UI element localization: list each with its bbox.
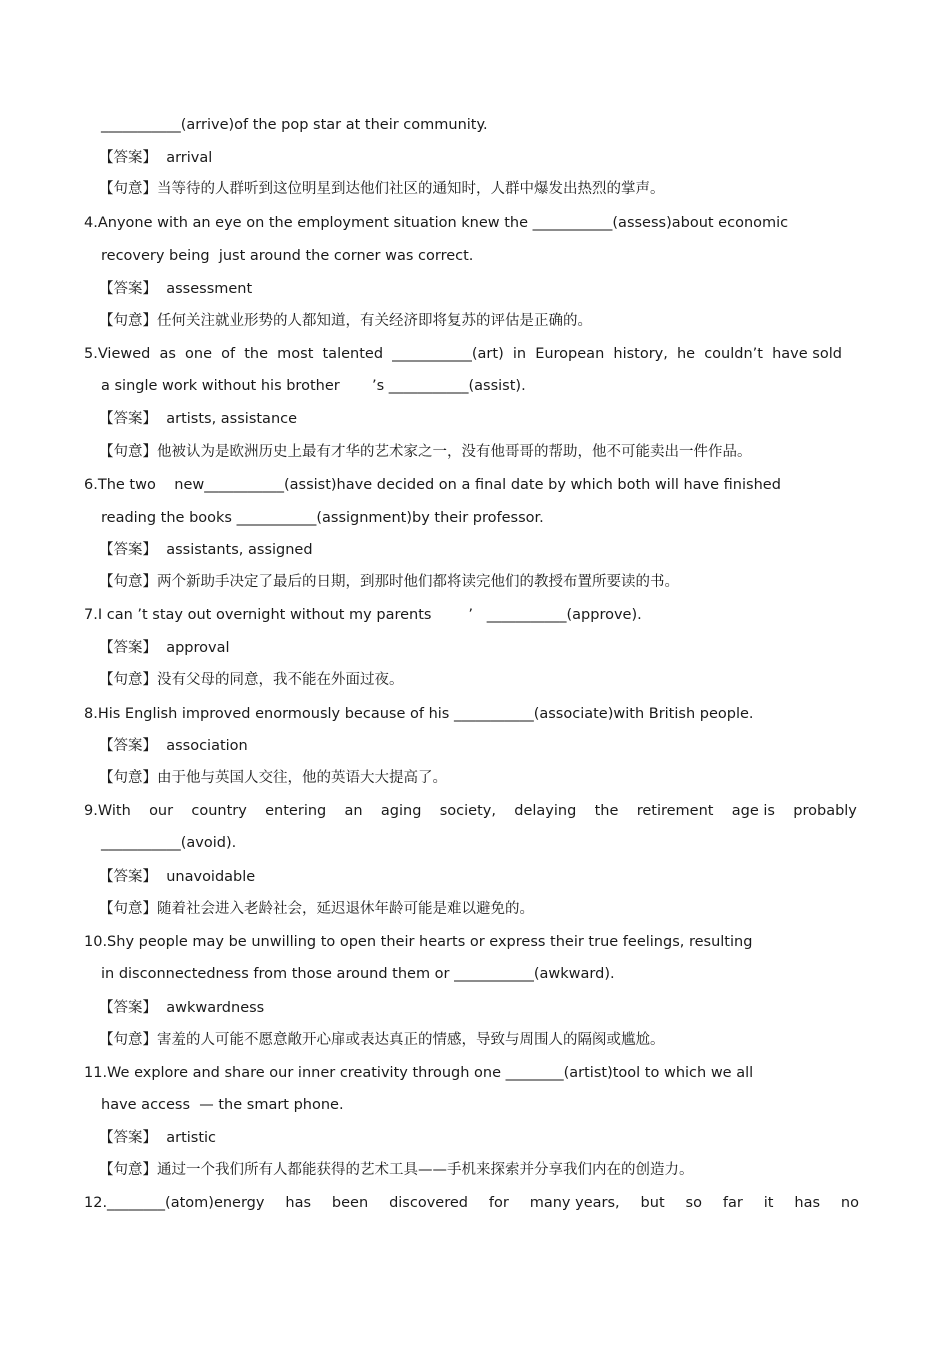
q9-line2: ___________(avoid). <box>101 835 237 851</box>
word: no <box>840 1195 859 1211</box>
word: entering <box>265 803 327 819</box>
q10-answer: 【答案】 awkwardness <box>99 1000 265 1016</box>
word: couldn’t <box>704 346 763 362</box>
word: for <box>488 1195 509 1211</box>
q6-answer: 【答案】 assistants, assigned <box>99 542 313 558</box>
q3-answer: 【答案】 arrival <box>99 150 213 166</box>
q10-line2: in disconnectedness from those around them or ___________(awkward). <box>101 966 615 982</box>
word: 9.With <box>84 803 131 819</box>
q10-line1: 10.Shy people may be unwilling to open their hearts or express their true feelings, resulting <box>84 934 753 950</box>
q4-line2: recovery being just around the corner was correct. <box>101 248 474 264</box>
word: delaying <box>514 803 577 819</box>
word: an <box>344 803 363 819</box>
word: have sold <box>772 346 842 362</box>
q4-meaning: 【句意】任何关注就业形势的人都知道，有关经济即将复苏的评估是正确的。 <box>99 313 592 329</box>
word: society, <box>439 803 496 819</box>
q11-answer: 【答案】 artistic <box>99 1130 217 1146</box>
q5-line1 <box>84 344 842 364</box>
word: probably <box>793 803 857 819</box>
q4-line1: 4.Anyone with an eye on the employment situation knew the ___________(assess)about economic <box>84 215 789 231</box>
word: as <box>159 346 176 362</box>
word: been <box>331 1195 369 1211</box>
word: has <box>285 1195 312 1211</box>
word: many years, <box>529 1195 620 1211</box>
q10-meaning: 【句意】害羞的人可能不愿意敞开心扉或表达真正的情感，导致与周围人的隔阂或尴尬。 <box>99 1032 665 1048</box>
q8-line1: 8.His English improved enormously because of his ___________(associate)with British people. <box>84 706 754 722</box>
q4-answer: 【答案】 assessment <box>99 281 253 297</box>
q7-line1: 7.I can ’t stay out overnight without my parents ’ ___________(approve). <box>84 607 642 623</box>
q9-meaning: 【句意】随着社会进入老龄社会，延迟退休年龄可能是难以避免的。 <box>99 901 534 917</box>
q7-meaning: 【句意】没有父母的同意，我不能在外面过夜。 <box>99 672 404 688</box>
word: the <box>594 803 619 819</box>
word: discovered <box>389 1195 468 1211</box>
q7-answer: 【答案】 approval <box>99 640 230 656</box>
q6-line1: 6.The two new___________(assist)have decided on a final date by which both will have finished <box>84 477 781 493</box>
q12-line1 <box>84 1193 859 1213</box>
q6-line2: reading the books ___________(assignment)by their professor. <box>101 510 544 526</box>
word: far <box>722 1195 743 1211</box>
word: age is <box>731 803 775 819</box>
word: 5.Viewed <box>84 346 151 362</box>
q6-meaning: 【句意】两个新助手决定了最后的日期，到那时他们都将读完他们的教授布置所要读的书。 <box>99 574 679 590</box>
word: talented <box>322 346 384 362</box>
word: our <box>149 803 174 819</box>
word: history, <box>613 346 668 362</box>
q3-line2: ___________(arrive)of the pop star at their community. <box>101 117 488 133</box>
word: retirement <box>636 803 714 819</box>
word: aging <box>380 803 422 819</box>
q5-answer: 【答案】 artists, assistance <box>99 411 298 427</box>
word: he <box>676 346 696 362</box>
word: ___________(art) <box>392 346 504 362</box>
word: European <box>535 346 605 362</box>
q5-meaning: 【句意】他被认为是欧洲历史上最有才华的艺术家之一，没有他哥哥的帮助，他不可能卖出一件作品。 <box>99 444 752 460</box>
q11-line1: 11.We explore and share our inner creativity through one ________(artist)tool to which we all <box>84 1065 754 1081</box>
word: has <box>794 1195 821 1211</box>
word: 12.________(atom)energy <box>84 1195 265 1211</box>
word: most <box>277 346 314 362</box>
q11-meaning: 【句意】通过一个我们所有人都能获得的艺术工具——手机来探索并分享我们内在的创造力。 <box>99 1162 694 1178</box>
word: one <box>185 346 213 362</box>
word: but <box>640 1195 665 1211</box>
q9-line1 <box>84 801 857 821</box>
word: it <box>763 1195 774 1211</box>
word: of <box>221 346 236 362</box>
q5-line2: a single work without his brother ’s ___________(assist). <box>101 378 526 394</box>
word: country <box>191 803 247 819</box>
word: the <box>244 346 269 362</box>
word: so <box>685 1195 702 1211</box>
q11-line2: have access — the smart phone. <box>101 1097 344 1113</box>
q9-answer: 【答案】 unavoidable <box>99 869 256 885</box>
q8-meaning: 【句意】由于他与英国人交往，他的英语大大提高了。 <box>99 770 447 786</box>
word: in <box>512 346 527 362</box>
q3-meaning: 【句意】当等待的人群听到这位明星到达他们社区的通知时，人群中爆发出热烈的掌声。 <box>99 181 665 197</box>
q8-answer: 【答案】 association <box>99 738 248 754</box>
